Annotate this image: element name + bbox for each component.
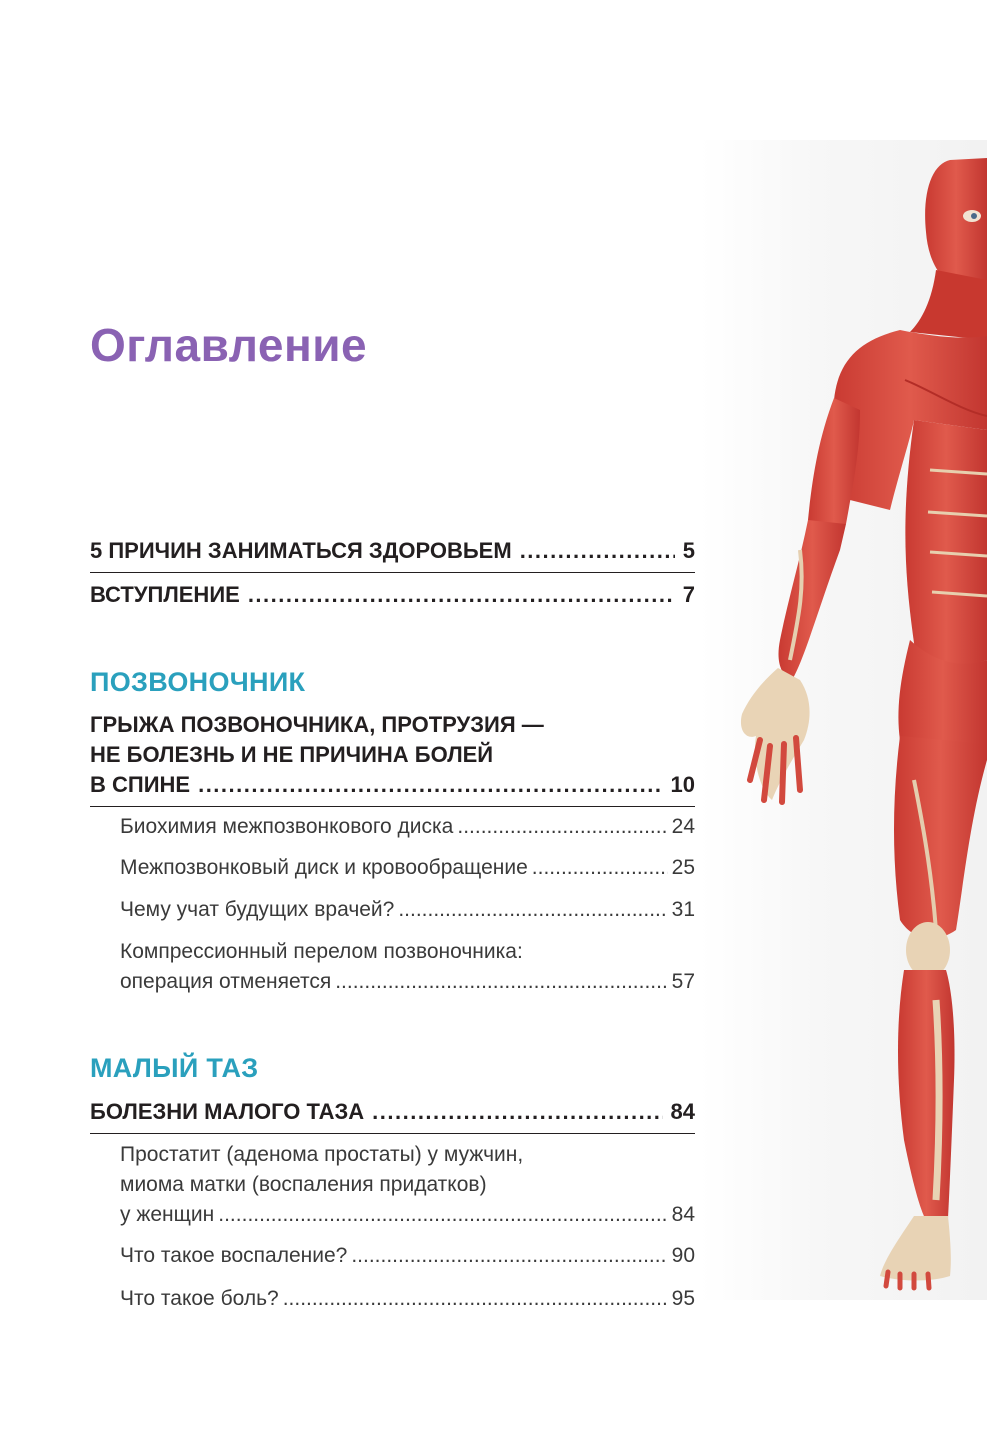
toc-entry-5-reasons[interactable]	[90, 538, 695, 564]
toc-subentry-pain[interactable]	[120, 1287, 695, 1311]
dot-leader	[520, 538, 675, 564]
toc-entry-title: ВСТУПЛЕНИЕ	[90, 582, 240, 607]
toc-subentry-inflammation[interactable]	[120, 1244, 695, 1268]
toc-entry-title: В СПИНЕ	[90, 772, 191, 797]
dot-leader	[335, 970, 667, 994]
toc-subentry-compression[interactable]	[120, 970, 695, 994]
toc-subentry-future-doctors[interactable]	[120, 898, 695, 922]
toc-entry-title: Что такое воспаление?	[120, 1244, 348, 1267]
toc-entry-title: БОЛЕЗНИ МАЛОГО ТАЗА	[90, 1099, 365, 1124]
section-title-spine: ПОЗВОНОЧНИК	[90, 667, 306, 697]
dot-leader	[372, 1099, 662, 1125]
dot-leader	[351, 1244, 667, 1268]
toc-subentry-compression-line1[interactable]: Компрессионный перелом позвоночника:	[120, 940, 523, 963]
dot-leader	[198, 772, 662, 798]
dot-leader	[248, 582, 675, 608]
toc-entry-page: 25	[671, 856, 695, 879]
toc-entry-title: Биохимия межпозвонкового диска	[120, 815, 454, 838]
dot-leader	[398, 898, 667, 922]
toc-entry-hernia-line1[interactable]: ГРЫЖА ПОЗВОНОЧНИКА, ПРОТРУЗИЯ —	[90, 712, 544, 737]
toc-entry-page: 90	[671, 1244, 695, 1267]
toc-entry-title: операция отменяется	[120, 970, 332, 993]
toc-entry-title: у женщин	[120, 1203, 215, 1226]
anatomy-illustration-panel	[700, 140, 987, 1300]
toc-entry-page: 7	[682, 582, 695, 607]
toc-subentry-prostatitis-line1[interactable]: Простатит (аденома простаты) у мужчин,	[120, 1143, 524, 1166]
dot-leader	[218, 1203, 667, 1227]
dot-leader	[457, 815, 667, 839]
page-title: Оглавление	[90, 319, 368, 371]
toc-entry-title: Что такое боль?	[120, 1287, 279, 1310]
toc-entry-page: 57	[671, 970, 695, 993]
toc-entry-hernia-line2[interactable]: НЕ БОЛЕЗНЬ И НЕ ПРИЧИНА БОЛЕЙ	[90, 742, 494, 767]
dot-leader	[532, 856, 668, 880]
toc-subentry-prostatitis-line2[interactable]: миома матки (воспаления придатков)	[120, 1173, 487, 1196]
toc-entry-title: Чему учат будущих врачей?	[120, 898, 395, 921]
toc-entry-page: 10	[670, 772, 695, 797]
toc-entry-page: 95	[671, 1287, 695, 1310]
toc-entry-page: 31	[671, 898, 695, 921]
toc-subentry-biochemistry[interactable]	[120, 815, 695, 839]
toc-entry-title: 5 ПРИЧИН ЗАНИМАТЬСЯ ЗДОРОВЬЕМ	[90, 538, 512, 563]
toc-entry-page: 84	[671, 1203, 695, 1226]
divider	[90, 572, 695, 573]
toc-entry-title: Межпозвонковый диск и кровообращение	[120, 856, 528, 879]
toc-entry-hernia[interactable]	[90, 772, 695, 798]
section-title-pelvis: МАЛЫЙ ТАЗ	[90, 1053, 259, 1083]
toc-subentry-prostatitis[interactable]	[120, 1203, 695, 1227]
divider	[90, 806, 695, 807]
toc-entry-page: 5	[682, 538, 695, 563]
toc-entry-intro[interactable]	[90, 582, 695, 608]
toc-entry-page: 84	[670, 1099, 695, 1124]
human-muscular-anatomy-icon	[700, 140, 987, 1300]
dot-leader	[283, 1287, 668, 1311]
divider	[90, 1133, 695, 1134]
toc-entry-page: 24	[671, 815, 695, 838]
toc-subentry-disc-circulation[interactable]	[120, 856, 695, 880]
toc-entry-pelvic-diseases[interactable]	[90, 1099, 695, 1125]
